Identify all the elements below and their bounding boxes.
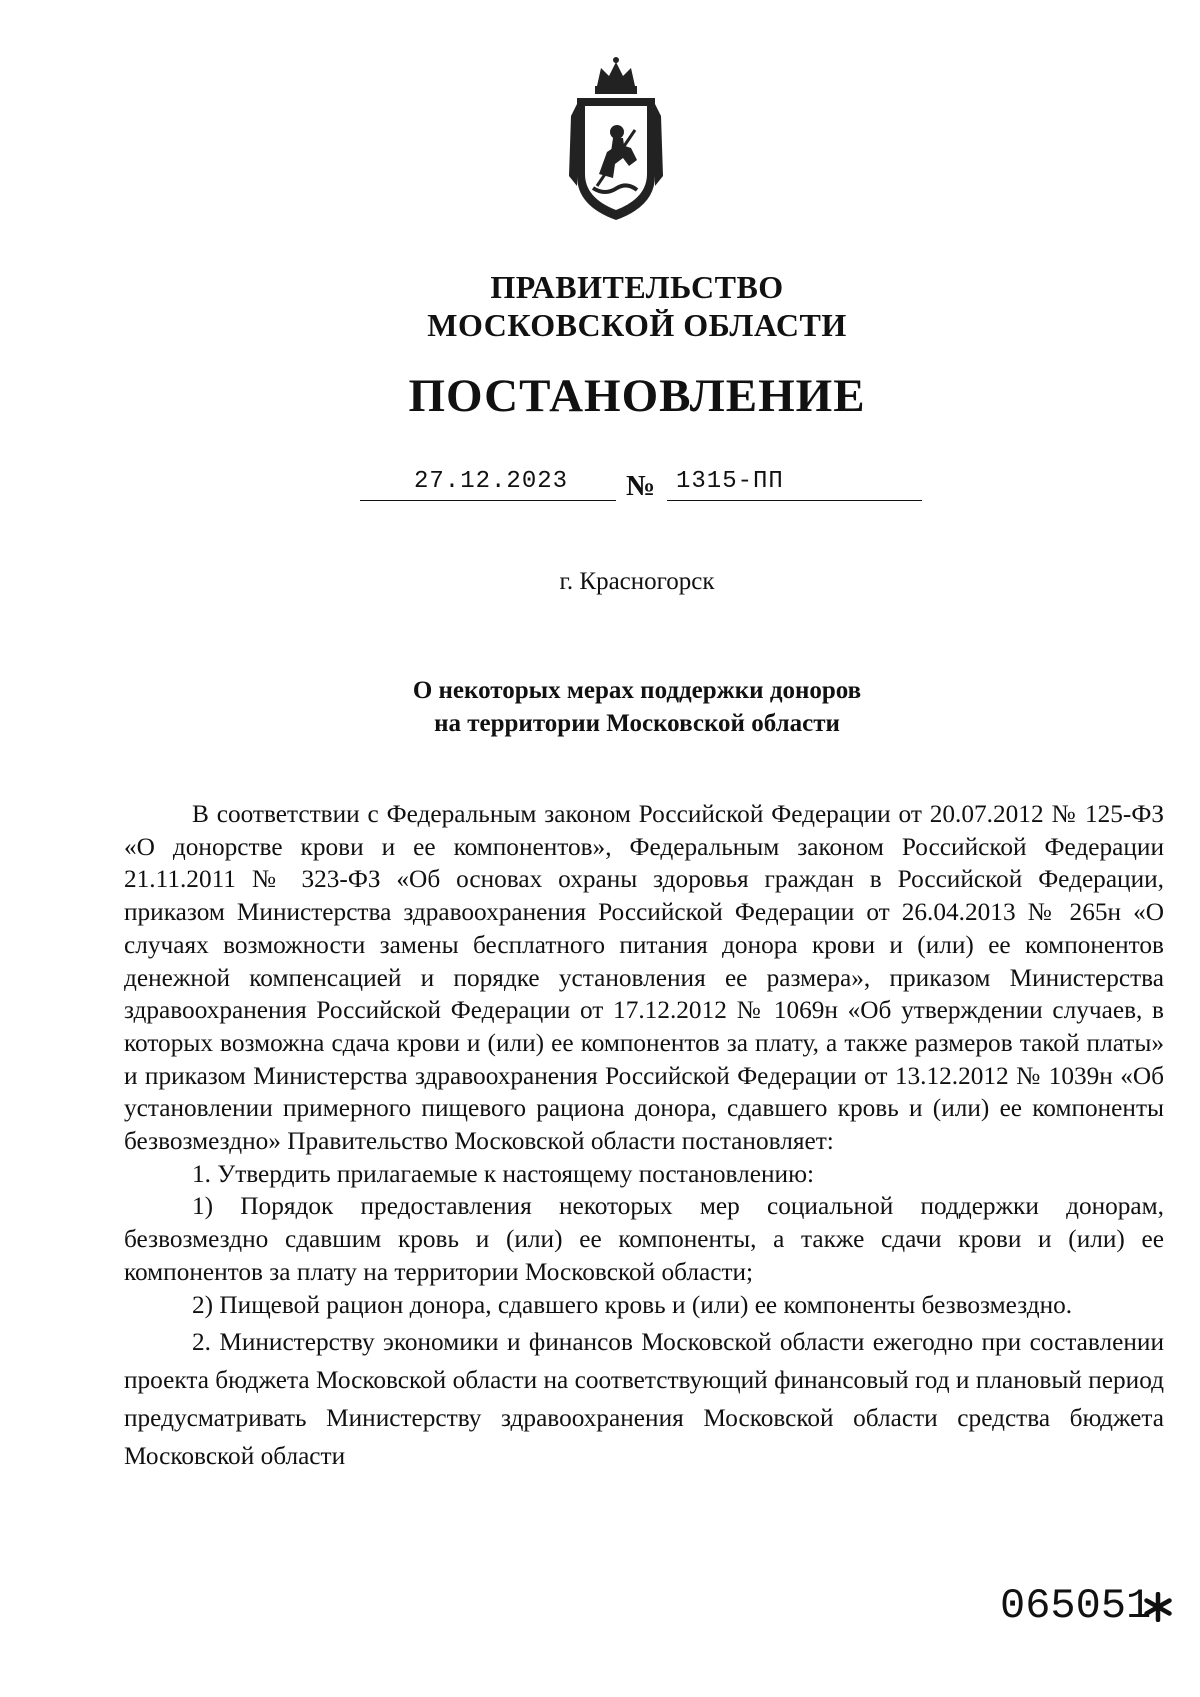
document-type-title: ПОСТАНОВЛЕНИЕ bbox=[408, 370, 866, 422]
item-1-subitem-1: 1) Порядок предоставления некоторых мер социальной поддержки донорам, безвозмездно сдавшим кровь и (или) ее компоненты, а также сдачи крови и (или) ее компонентов за плату на территории Московской области; bbox=[124, 1192, 1164, 1286]
government-name-line1: ПРАВИТЕЛЬСТВО bbox=[490, 269, 784, 305]
item-2: 2. Министерству экономики и финансов Московской области ежегодно при составлении проекта бюджета Московской области на соответствующий финансовый год и плановый период предусматривать Министерству здравоохранения Московской области средства бюджета Московской области bbox=[124, 1328, 1164, 1471]
decree-subject bbox=[0, 674, 1200, 740]
item-1: 1. Утвердить прилагаемые к настоящему постановлению: bbox=[192, 1159, 814, 1188]
coat-of-arms-icon bbox=[557, 56, 675, 224]
city-name: г. Красногорск bbox=[559, 568, 715, 595]
government-name-line2: МОСКОВСКОЙ ОБЛАСТИ bbox=[427, 307, 847, 343]
decree-number: 1315-ПП bbox=[676, 468, 784, 495]
number-sign: № bbox=[626, 470, 656, 502]
preamble-paragraph: В соответствии с Федеральным законом Российской Федерации от 20.07.2012 № 125-ФЗ «О донорстве крови и ее компонентов», Федеральным законом Российской Федерации 21.11.2011 № 323-ФЗ «Об основах охраны здоровья граждан в Российской Федерации, приказом Министерства здравоохранения Российской Федерации от 26.04.2013 № 265н «О случаях возможности замены бесплатного питания донора крови и (или) ее компонентов денежной компенсацией и порядке установления ее размера», приказом Министерства здравоохранения Российской Федерации от 17.12.2012 № 1069н «Об утверждении случаев, в которых возможна сдача крови и (или) ее компонентов за плату, а также размеров такой платы» и приказом Министерства здравоохранения Российской Федерации от 13.12.2012 № 1039н «Об установлении примерного пищевого рациона донора, сдавшего кровь и (или) ее компоненты безвозмездно» Правительство Московской области постановляет: bbox=[124, 800, 1164, 1156]
subject-line2: на территории Московской области bbox=[434, 710, 840, 737]
decree-body bbox=[124, 798, 1164, 1475]
subject-line1: О некоторых мерах поддержки доноров bbox=[412, 677, 862, 704]
asterisk-icon bbox=[1143, 1592, 1173, 1622]
item-1-subitem-2: 2) Пищевой рацион донора, сдавшего кровь и (или) ее компоненты безвозмездно. bbox=[192, 1290, 1073, 1319]
decree-date: 27.12.2023 bbox=[414, 468, 569, 495]
serial-number: 065051 bbox=[1000, 1582, 1152, 1630]
